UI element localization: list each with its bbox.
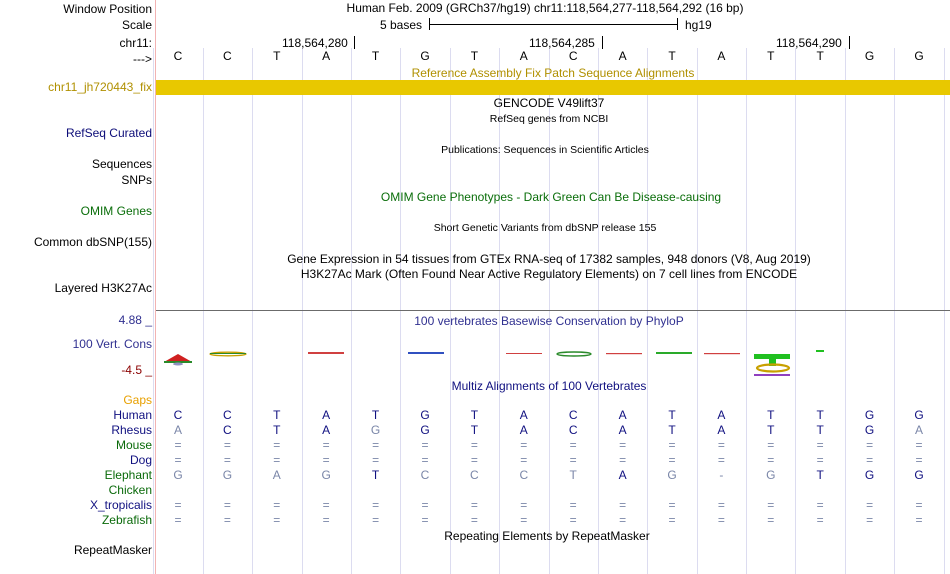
species-base: C xyxy=(470,468,479,482)
species-label-chicken[interactable]: Chicken xyxy=(108,483,152,497)
species-base: = xyxy=(223,438,231,452)
species-base: = xyxy=(915,453,923,467)
species-base: G xyxy=(667,468,677,482)
species-base: = xyxy=(668,513,676,527)
species-base: = xyxy=(915,438,923,452)
species-base: A xyxy=(322,408,331,422)
fix-patch-track-title: Reference Assembly Fix Patch Sequence Alignments xyxy=(411,66,695,80)
reference-base: A xyxy=(618,49,627,63)
species-label-rhesus[interactable]: Rhesus xyxy=(111,423,152,437)
reference-base: A xyxy=(322,49,331,63)
multiz-track-title: Multiz Alignments of 100 Vertebrates xyxy=(451,379,647,393)
species-base: T xyxy=(470,408,479,422)
fix-patch-track-label[interactable]: chr11_jh720443_fix xyxy=(48,80,152,94)
species-base: C xyxy=(519,468,529,482)
species-base: = xyxy=(816,438,824,452)
track-image-area[interactable] xyxy=(156,0,950,574)
conservation-plot[interactable] xyxy=(156,0,950,574)
species-base: A xyxy=(618,468,627,482)
species-base: = xyxy=(273,513,281,527)
reference-base: G xyxy=(864,49,875,63)
species-base: T xyxy=(767,423,775,437)
h3k27ac-track-label[interactable]: Layered H3K27Ac xyxy=(54,281,152,295)
species-base: = xyxy=(816,498,824,512)
species-label-zebrafish[interactable]: Zebrafish xyxy=(101,513,152,527)
species-base: T xyxy=(767,408,775,422)
species-base: G xyxy=(420,408,430,422)
refseq-track-label[interactable]: RefSeq Curated xyxy=(65,126,152,140)
refseq-track-title: RefSeq genes from NCBI xyxy=(489,113,609,125)
cons-mark-14 xyxy=(816,350,824,352)
species-base: T xyxy=(668,423,676,437)
cons-mark-10 xyxy=(606,353,642,354)
species-base: = xyxy=(619,438,627,452)
grid-line xyxy=(153,48,154,574)
species-base: = xyxy=(767,513,775,527)
gaps-label[interactable]: Gaps xyxy=(123,393,152,407)
reference-base: C xyxy=(223,49,232,63)
species-base: = xyxy=(421,498,429,512)
cons-mark-13c xyxy=(757,365,789,372)
species-base: G xyxy=(766,468,776,482)
species-base: = xyxy=(470,438,478,452)
cons-mark-2b xyxy=(210,353,246,354)
strand-arrow-label[interactable]: ---> xyxy=(133,52,152,66)
species-base: = xyxy=(421,438,429,452)
species-base: = xyxy=(717,513,725,527)
species-base: T xyxy=(816,468,824,482)
species-base: = xyxy=(520,438,528,452)
species-base: = xyxy=(223,498,231,512)
gencode-track-title: GENCODE V49lift37 xyxy=(493,96,605,110)
cons-mark-12 xyxy=(704,353,740,354)
species-base: C xyxy=(568,408,578,422)
scale-text: 5 bases xyxy=(380,18,423,32)
species-base: = xyxy=(372,453,380,467)
species-base: = xyxy=(668,438,676,452)
species-base: = xyxy=(322,498,330,512)
species-base: C xyxy=(223,408,232,422)
species-base: = xyxy=(915,513,923,527)
species-base: = xyxy=(915,498,923,512)
species-base: = xyxy=(273,438,281,452)
species-base: = xyxy=(569,453,577,467)
cons-max-label: 4.88 _ xyxy=(118,313,152,327)
species-base: = xyxy=(174,453,182,467)
species-label-x_tropicalis[interactable]: X_tropicalis xyxy=(89,498,152,512)
species-base: = xyxy=(520,513,528,527)
omim-track-label[interactable]: OMIM Genes xyxy=(80,204,152,218)
reference-base: T xyxy=(668,49,676,63)
species-base: G xyxy=(914,408,924,422)
species-base: = xyxy=(866,498,874,512)
cons-mark-8 xyxy=(506,353,542,354)
species-base: = xyxy=(569,498,577,512)
species-base: A xyxy=(914,423,923,437)
species-base: C xyxy=(173,408,183,422)
species-base: = xyxy=(866,453,874,467)
publications-track-title: Publications: Sequences in Scientific Articles xyxy=(441,144,649,156)
species-base: = xyxy=(372,513,380,527)
reference-base: T xyxy=(767,49,775,63)
gtex-track-title: Gene Expression in 54 tissues from GTEx RNA-seq of 17382 samples, 948 donors (V8, Aug 2019) xyxy=(287,252,811,266)
species-base: A xyxy=(519,408,528,422)
species-base: = xyxy=(866,438,874,452)
species-label-human[interactable]: Human xyxy=(113,408,152,422)
species-base: = xyxy=(520,498,528,512)
species-base: = xyxy=(619,498,627,512)
species-base: - xyxy=(719,468,724,482)
species-base: = xyxy=(322,513,330,527)
reference-base: G xyxy=(420,49,430,63)
scale-assembly: hg19 xyxy=(685,18,712,32)
reference-base: T xyxy=(273,49,281,63)
species-base: = xyxy=(372,438,380,452)
species-base: = xyxy=(816,453,824,467)
species-base: T xyxy=(816,408,824,422)
species-base: = xyxy=(569,513,577,527)
track-label-panel xyxy=(0,0,155,574)
cons-mark-1a xyxy=(164,354,192,362)
species-base: A xyxy=(717,423,726,437)
cons-min-label: -4.5 _ xyxy=(121,363,152,377)
species-base: = xyxy=(767,438,775,452)
chrom-label: chr11: xyxy=(119,36,152,50)
dbsnp-track-title: Short Genetic Variants from dbSNP release 155 xyxy=(433,222,657,234)
reference-base: G xyxy=(914,49,924,63)
cons-mark-6 xyxy=(408,352,444,354)
sequences-track-label[interactable]: Sequences xyxy=(91,157,152,171)
conservation-track-title: 100 vertebrates Basewise Conservation by PhyloP xyxy=(414,314,684,328)
window-position-text: Human Feb. 2009 (GRCh37/hg19) chr11:118,564,277-118,564,292 (16 bp) xyxy=(346,1,744,15)
species-base: = xyxy=(619,513,627,527)
species-base: = xyxy=(816,513,824,527)
species-base: G xyxy=(370,423,381,437)
species-base: A xyxy=(618,408,627,422)
species-base: = xyxy=(866,513,874,527)
reference-base: C xyxy=(173,49,183,63)
species-base: T xyxy=(371,408,380,422)
snps-track-label[interactable]: SNPs xyxy=(121,173,152,187)
dbsnp-track-label[interactable]: Common dbSNP(155) xyxy=(33,235,152,249)
species-base: C xyxy=(568,423,578,437)
species-base: = xyxy=(520,453,528,467)
omim-track-title: OMIM Gene Phenotypes - Dark Green Can Be Disease-causing xyxy=(380,190,722,204)
species-base: A xyxy=(173,423,182,437)
species-base: = xyxy=(322,453,330,467)
species-base: = xyxy=(223,513,231,527)
species-base: T xyxy=(668,408,676,422)
species-base: = xyxy=(174,513,182,527)
species-base: = xyxy=(767,498,775,512)
cons-track-label[interactable]: 100 Vert. Cons xyxy=(72,337,152,351)
species-base: G xyxy=(864,468,875,482)
species-base: = xyxy=(421,513,429,527)
species-base: A xyxy=(322,423,331,437)
species-base: = xyxy=(717,453,725,467)
species-base: = xyxy=(322,438,330,452)
reference-base: T xyxy=(816,49,824,63)
species-base: T xyxy=(371,468,380,482)
species-base: A xyxy=(272,468,281,482)
species-base: A xyxy=(618,423,627,437)
species-base: = xyxy=(273,453,281,467)
coord-label-3: 118,564,290 xyxy=(776,36,842,50)
repeatmasker-track-title: Repeating Elements by RepeatMasker xyxy=(444,529,650,543)
species-base: A xyxy=(519,423,528,437)
species-base: = xyxy=(717,438,725,452)
window-position-label: Window Position xyxy=(63,2,152,16)
scale-label: Scale xyxy=(121,18,152,32)
cons-mark-4 xyxy=(308,352,344,354)
cons-mark-1c xyxy=(173,363,183,366)
reference-base: T xyxy=(371,49,380,63)
species-label-elephant[interactable]: Elephant xyxy=(104,468,152,482)
species-label-mouse[interactable]: Mouse xyxy=(115,438,152,452)
repeatmasker-track-label[interactable]: RepeatMasker xyxy=(73,543,152,557)
species-base: = xyxy=(470,498,478,512)
species-base: T xyxy=(569,468,577,482)
species-base: G xyxy=(420,423,430,437)
species-base: = xyxy=(372,498,380,512)
species-base: C xyxy=(223,423,232,437)
conservation-logo-marks xyxy=(164,350,824,376)
reference-base: T xyxy=(470,49,479,63)
reference-base: C xyxy=(568,49,578,63)
coord-label-1: 118,564,280 xyxy=(282,36,348,50)
species-base: = xyxy=(223,453,231,467)
species-base: = xyxy=(470,453,478,467)
species-base: = xyxy=(470,513,478,527)
species-base: T xyxy=(273,423,281,437)
coord-label-2: 118,564,285 xyxy=(529,36,595,50)
species-base: A xyxy=(717,408,726,422)
species-base: = xyxy=(668,498,676,512)
species-base: = xyxy=(174,438,182,452)
species-base: = xyxy=(273,498,281,512)
species-base: G xyxy=(914,468,924,482)
reference-base: A xyxy=(717,49,726,63)
cons-mark-9 xyxy=(557,352,591,356)
species-base: G xyxy=(864,423,875,437)
reference-base: A xyxy=(519,49,528,63)
species-base: T xyxy=(816,423,824,437)
species-base: = xyxy=(569,438,577,452)
h3k27ac-track-title: H3K27Ac Mark (Often Found Near Active Regulatory Elements) on 7 cell lines from ENCODE xyxy=(300,267,798,281)
species-base: = xyxy=(668,453,676,467)
species-base: C xyxy=(420,468,430,482)
species-label-dog[interactable]: Dog xyxy=(129,453,152,467)
species-base: = xyxy=(174,498,182,512)
species-base: G xyxy=(864,408,875,422)
cons-mark-13d xyxy=(754,374,790,376)
species-base: G xyxy=(321,468,331,482)
species-base: = xyxy=(717,498,725,512)
species-base: T xyxy=(470,423,479,437)
species-base: = xyxy=(619,453,627,467)
species-base: = xyxy=(767,453,775,467)
species-base: T xyxy=(273,408,281,422)
cons-mark-11 xyxy=(656,352,692,354)
species-base: G xyxy=(222,468,233,482)
species-base: G xyxy=(173,468,183,482)
species-base: = xyxy=(421,453,429,467)
